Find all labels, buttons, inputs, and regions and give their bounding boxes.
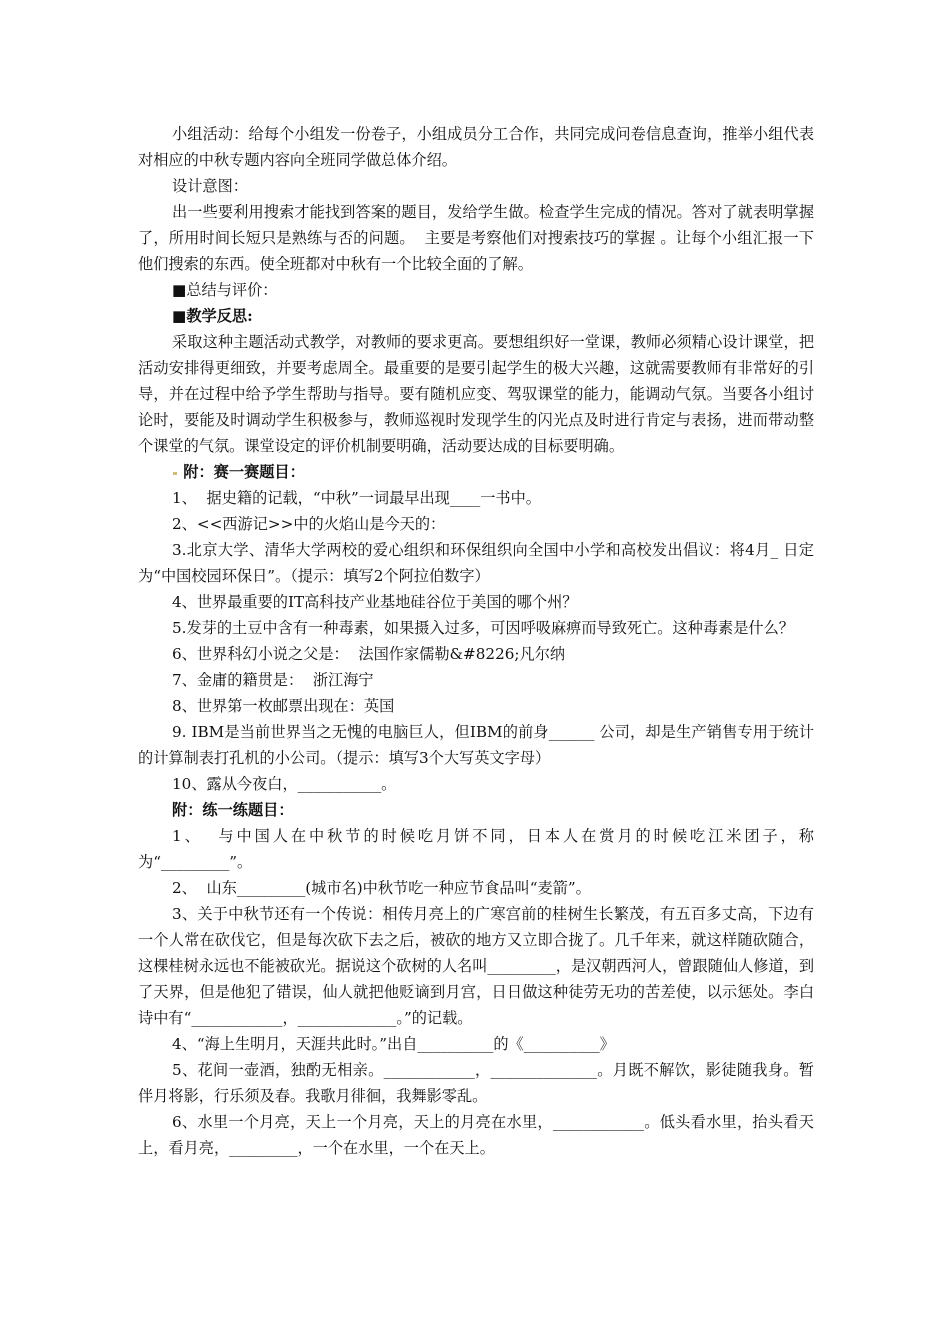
contest-item: 6、世界科幻小说之父是： 法国作家儒勒&#8226;凡尔纳	[172, 645, 566, 663]
practice-item: 1、 与中国人在中秋节的时候吃月饼不同，日本人在赏月的时候吃江米团子，称为“_________”。	[138, 827, 814, 871]
contest-item: 9. IBM是当前世界当之无愧的电脑巨人，但IBM的前身______ 公司，却是生产销售专用于统计的计算制表打孔机的小公司。（提示：填写3个大写英文字母）	[138, 723, 814, 767]
contest-item: 8、世界第一枚邮票出现在：英国	[172, 697, 395, 715]
practice-item: 4、“海上生明月，天涯共此时。”出自__________的《__________》	[172, 1035, 615, 1053]
contest-item: 1、 据史籍的记载，“中秋”一词最早出现____一书中。	[172, 489, 541, 507]
design-intent-label: 设计意图：	[172, 177, 248, 195]
group-activity-paragraph: 小组活动：给每个小组发一份卷子，小组成员分工合作，共同完成问卷信息查询，推举小组代表对相应的中秋专题内容向全班同学做总体介绍。	[138, 125, 814, 169]
contest-heading	[138, 459, 814, 485]
contest-item: 4、世界最重要的IT高科技产业基地硅谷位于美国的哪个州？	[172, 593, 578, 611]
practice-item: 2、 山东_________(城市名)中秋节吃一种应节食品叫“麦箭”。	[172, 879, 591, 897]
design-intent-paragraph: 出一些要利用搜索才能找到答案的题目，发给学生做。检查学生完成的情况。答对了就表明掌握了，所用时间长短只是熟练与否的问题。 主要是考察他们对搜索技巧的掌握 。让每个小组汇报一下他们搜索的东西。使全班都对中秋有一个比较全面的了解。	[138, 203, 814, 273]
contest-item: 5.发芽的土豆中含有一种毒素，如果摄入过多，可因呼吸麻痹而导致死亡。这种毒素是什么？	[172, 619, 794, 637]
document-page	[138, 121, 814, 1161]
contest-item: 2、<<西游记>>中的火焰山是今天的：	[172, 515, 446, 533]
practice-item: 6、水里一个月亮，天上一个月亮，天上的月亮在水里，____________。低头看水里，抬头看天上，看月亮，_________，一个在水里，一个在天上。	[138, 1113, 814, 1157]
summary-heading: ■总结与评价：	[172, 281, 278, 299]
decorative-mark-icon	[173, 472, 177, 475]
practice-heading: 附：练一练题目：	[172, 801, 294, 819]
contest-item: 10、露从今夜白，___________。	[172, 775, 397, 793]
reflection-heading: ■教学反思:	[172, 307, 253, 325]
practice-item: 5、花间一壶酒，独酌无相亲。____________，______________。月既不解饮，影徒随我身。暂伴月将影，行乐须及春。我歌月徘徊，我舞影零乱。	[138, 1061, 814, 1105]
contest-item: 3.北京大学、清华大学两校的爱心组织和环保组织向全国中小学和高校发出倡议：将4月_ 日定为“中国校园环保日”。（提示：填写2个阿拉伯数字）	[138, 541, 814, 585]
practice-item: 3、关于中秋节还有一个传说：相传月亮上的广寒宫前的桂树生长繁茂，有五百多丈高，下边有一个人常在砍伐它，但是每次砍下去之后，被砍的地方又立即合拢了。几千年来，就这样随砍随合，这棵桂树永远也不能被砍光。据说这个砍树的人名叫_________，是汉朝西河人，曾跟随仙人修道，到了天界，但是他犯了错误，仙人就把他贬谪到月宫，日日做这种徒劳无功的苦差使，以示惩处。李白诗中有“____________，_____________。”的记载。	[138, 905, 814, 1027]
contest-heading-text: 附：赛一赛题目：	[183, 463, 305, 481]
reflection-paragraph: 采取这种主题活动式教学，对教师的要求更高。要想组织好一堂课，教师必须精心设计课堂，把活动安排得更细致，并要考虑周全。最重要的是要引起学生的极大兴趣，这就需要教师有非常好的引导，并在过程中给予学生帮助与指导。要有随机应变、驾驭课堂的能力，能调动气氛。当要各小组讨论时，要能及时调动学生积极参与，教师巡视时发现学生的闪光点及时进行肯定与表扬，进而带动整个课堂的气氛。课堂设定的评价机制要明确，活动要达成的目标要明确。	[138, 333, 814, 455]
contest-item: 7、金庸的籍贯是： 浙江海宁	[172, 671, 374, 689]
